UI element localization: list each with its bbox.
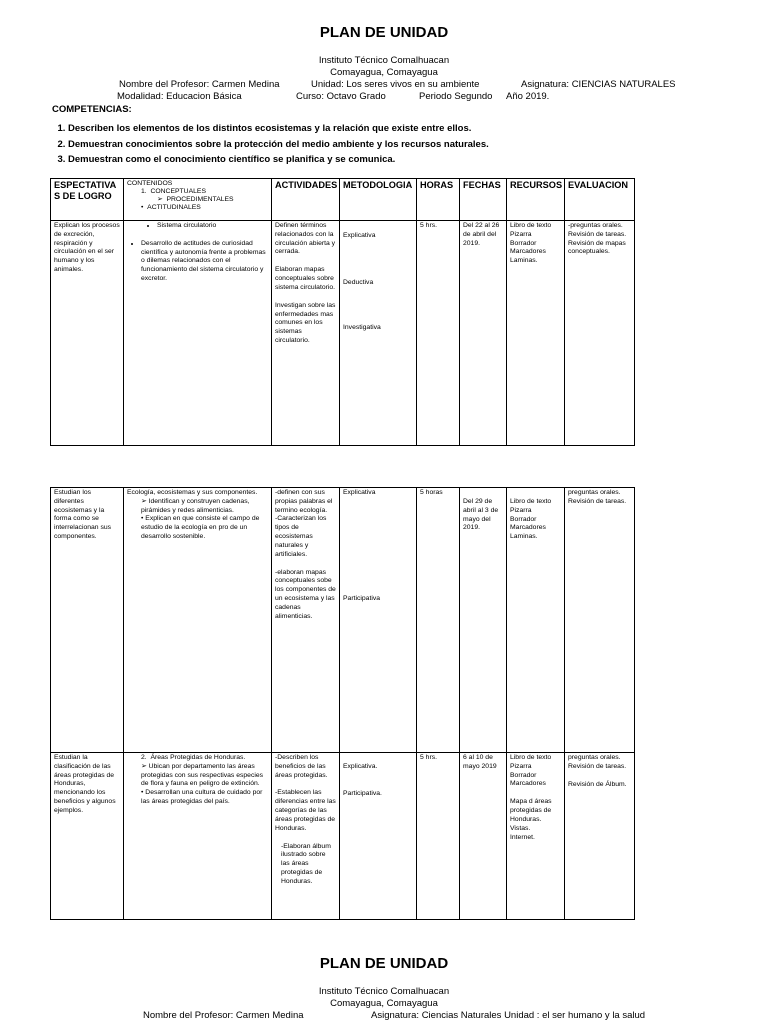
recurso-item: Marcadores xyxy=(510,780,546,788)
cell-horas: 5 horas xyxy=(417,488,460,753)
header-metodologia: METODOLOGIA xyxy=(340,179,417,221)
cell-expectativa: Estudian los diferentes ecosistemas y la forma como se interrelacionan sus componentes. xyxy=(51,488,124,753)
institute-name-2: Instituto Técnico Comalhuacan xyxy=(318,986,450,997)
plan-table-1 xyxy=(50,178,635,446)
unit-name: Unidad: Los seres vivos en su ambiente xyxy=(311,79,480,90)
evaluacion-item: preguntas orales. xyxy=(568,754,621,761)
modality: Modalidad: Educacion Básica xyxy=(117,91,242,102)
header-expectativas: ESPECTATIVA S DE LOGRO xyxy=(51,179,124,221)
actividad-item: -definen con sus propias palabras el termino ecología. xyxy=(275,489,333,514)
fechas-text: Del 29 de abril al 3 de mayo del 2019. xyxy=(463,498,499,532)
cell-recursos xyxy=(507,488,565,753)
contenido-item: • Explican en que consiste el campo de estudio de la ecología en pro de un desarrollo sostenible. xyxy=(141,515,260,541)
recurso-item: Libro de texto xyxy=(510,222,552,229)
actividad-item: -Elaboran álbum ilustrado sobre las áreas protegidas de Honduras. xyxy=(281,842,331,885)
subject-name-2: Asignatura: Ciencias Naturales Unidad : el ser humano y la salud xyxy=(371,1010,646,1021)
metodologia-item: Explicativa. xyxy=(343,763,378,770)
recurso-item: Pizarra xyxy=(510,762,532,770)
cell-fechas: Del 22 al 26 de abril del 2019. xyxy=(460,221,507,446)
header-horas: HORAS xyxy=(417,179,460,221)
recurso-item: Libro de texto xyxy=(510,754,552,761)
competencia-item: 1. Describen los elementos de los distintos ecosistemas y la relación que existe entre ellos. xyxy=(68,123,489,134)
cell-fechas: 6 al 10 de mayo 2019 xyxy=(460,753,507,920)
cell-horas: 5 hrs. xyxy=(417,753,460,920)
cell-evaluacion xyxy=(565,753,635,920)
header-evaluacion: EVALUACION xyxy=(565,179,635,221)
cell-contenidos xyxy=(124,753,272,920)
competencia-item: 2. Demuestran conocimientos sobre la protección del medio ambiente y los recursos naturales. xyxy=(68,139,489,150)
metodologia-item: Explicativa xyxy=(343,232,376,239)
teacher-name-2: Nombre del Profesor: Carmen Medina xyxy=(143,1010,304,1021)
evaluacion-item: preguntas orales. xyxy=(568,489,621,496)
plan-table-2 xyxy=(50,487,635,920)
contenido-item: ➢ Identifican y construyen cadenas, pirámides y redes alimenticias. xyxy=(141,497,250,514)
cell-recursos xyxy=(507,221,565,446)
cell-evaluacion xyxy=(565,221,635,446)
header-conceptuales: 1. CONCEPTUALES xyxy=(141,188,206,196)
table-row xyxy=(51,753,635,920)
teacher-name: Nombre del Profesor: Carmen Medina xyxy=(119,79,280,90)
metodologia-item: Explicativa xyxy=(343,489,376,496)
competencias-label: COMPETENCIAS: xyxy=(52,104,132,115)
actividad-item: Investigan sobre las enfermedades mas comunes en los sistemas circulatorio. xyxy=(275,301,336,345)
cell-expectativa: Explican los procesos de excreción, respiración y circulación en el ser humano y los animales. xyxy=(51,221,124,446)
cell-evaluacion xyxy=(565,488,635,753)
cell-actividades xyxy=(272,488,340,753)
subject-name: Asignatura: CIENCIAS NATURALES xyxy=(521,79,676,90)
actividad-item: Definen términos relacionados con la circulación abierta y cerrada. xyxy=(275,222,336,256)
cell-contenidos xyxy=(124,221,272,446)
evaluacion-item: -preguntas orales. xyxy=(568,222,623,229)
header-fechas: FECHAS xyxy=(460,179,507,221)
course: Curso: Octavo Grado xyxy=(296,91,386,102)
evaluacion-item: Revisión de tareas. xyxy=(568,497,627,505)
recurso-item: Pizarra xyxy=(510,230,532,238)
institute-name: Instituto Técnico Comalhuacan xyxy=(318,55,450,66)
header-procedimentales: ➢ PROCEDIMENTALES xyxy=(157,196,234,204)
contenido-item: ➢ Ubican por departamento las áreas protegidas con sus respectivas especies de flora y fauna en peligro de extinción. xyxy=(141,762,264,788)
header-contenidos xyxy=(124,179,272,221)
recurso-item: Pizarra xyxy=(510,506,532,514)
recurso-item: Laminas. xyxy=(510,533,538,541)
cell-expectativa: Estudian la clasificación de las áreas protegidas de Honduras, mencionando los beneficios y algunos ejemplos. xyxy=(51,753,124,920)
evaluacion-item: Revisión de Álbum. xyxy=(568,780,627,788)
cell-recursos xyxy=(507,753,565,920)
period: Periodo Segundo xyxy=(419,91,493,102)
cell-contenidos xyxy=(124,488,272,753)
cell-metodologia xyxy=(340,488,417,753)
recurso-item: Marcadores xyxy=(510,524,546,532)
metodologia-item: Participativa xyxy=(343,594,381,602)
recurso-item: Mapa d áreas protegidas de Honduras. xyxy=(510,798,552,823)
actividad-item: -Establecen las diferencias entre las categorías de las áreas protegidas de Honduras. xyxy=(275,789,336,832)
recurso-item: Libro de texto xyxy=(510,498,552,505)
header-actividades: ACTIVIDADES xyxy=(272,179,340,221)
contenido-title: 2. Áreas Protegidas de Honduras. xyxy=(141,754,246,761)
header-contenidos-label: CONTENIDOS xyxy=(127,180,173,187)
cell-actividades xyxy=(272,753,340,920)
recurso-item: Borrador xyxy=(510,771,537,779)
recurso-item: Laminas. xyxy=(510,257,538,265)
contenido-item: • Desarrollan una cultura de cuidado por las áreas protegidas del país. xyxy=(141,789,263,806)
year: Año 2019. xyxy=(506,91,550,102)
competencia-item: 3. Demuestran como el conocimiento científico se planifica y se comunica. xyxy=(68,154,489,165)
recurso-item xyxy=(510,789,561,798)
cell-actividades xyxy=(272,221,340,446)
recurso-item: Borrador xyxy=(510,515,537,523)
recurso-item: Marcadores xyxy=(510,248,546,256)
header-actitudinales: • ACTITUDINALES xyxy=(141,204,201,212)
recurso-item: Borrador xyxy=(510,239,537,247)
cell-fechas xyxy=(460,488,507,753)
competencias-list xyxy=(48,123,489,170)
actividad-item: Elaboran mapas conceptuales sobre sistema circulatorio. xyxy=(275,266,336,291)
metodologia-item: Participativa. xyxy=(343,789,382,797)
institute-location: Comayagua, Comayagua xyxy=(330,67,438,78)
cell-horas: 5 hrs. xyxy=(417,221,460,446)
contenido-title: Ecología, ecosistemas y sus componentes. xyxy=(127,489,258,496)
institute-location-2: Comayagua, Comayagua xyxy=(330,998,438,1009)
table-row xyxy=(51,221,635,446)
contenido-item: • Desarrollo de actitudes de curiosidad científica y autonomía frente a problemas o dilemas relacionados con el funcionamiento del sistema circulatorio y excretor. xyxy=(141,240,268,284)
recurso-item: Vistas. xyxy=(510,824,531,832)
header-recursos: RECURSOS xyxy=(507,179,565,221)
actividad-item: -Caracterizan los tipos de ecosistemas naturales y artificiales. xyxy=(275,515,327,558)
metodologia-item: Deductiva xyxy=(343,278,374,286)
contenido-item: • Sistema circulatorio xyxy=(157,222,268,231)
evaluacion-item: Revisión de mapas conceptuales. xyxy=(568,239,626,256)
page-title: PLAN DE UNIDAD xyxy=(319,24,449,41)
evaluacion-item xyxy=(568,772,631,781)
table-row xyxy=(51,488,635,753)
metodologia-item: Investigativa xyxy=(343,323,381,331)
recurso-item: Internet. xyxy=(510,833,535,841)
evaluacion-item: Revisión de tareas. xyxy=(568,230,627,238)
cell-metodologia xyxy=(340,221,417,446)
actividad-item: -elaboran mapas conceptuales sobe los componentes de un ecosistema y las cadenas alimenticias. xyxy=(275,568,336,620)
evaluacion-item: Revisión de tareas. xyxy=(568,762,627,770)
page-title-2: PLAN DE UNIDAD xyxy=(319,955,449,972)
actividad-item: -Describen los beneficios de las áreas protegidas. xyxy=(275,754,328,779)
table-header-row xyxy=(51,179,635,221)
cell-metodologia xyxy=(340,753,417,920)
